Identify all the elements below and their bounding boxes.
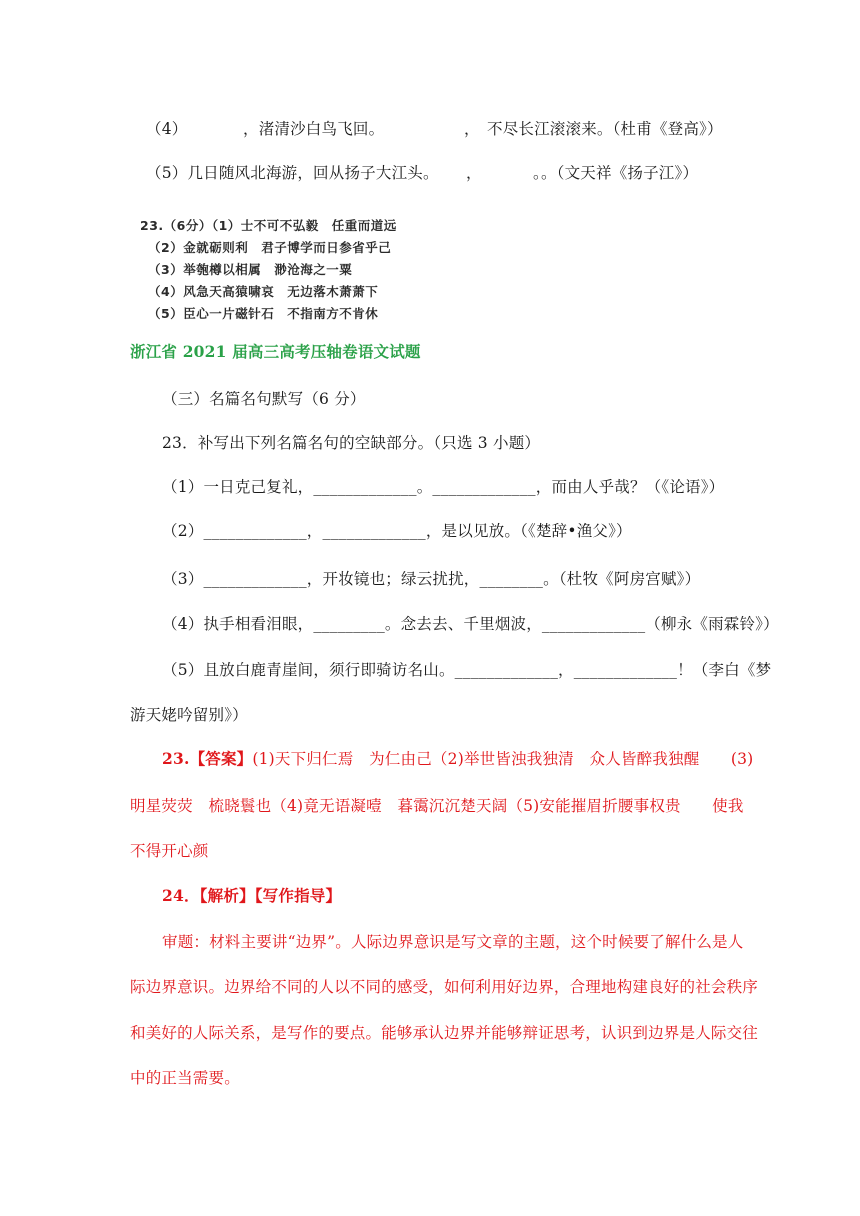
analysis-paragraph-line-4: 中的正当需要。 [130, 1069, 240, 1087]
question-item-3: （3）_____________，开妆镜也；绿云扰扰，________。（杜牧《阿房宫赋》） [162, 570, 701, 588]
poem-line-4-comma: ， [464, 120, 480, 138]
question-item-4: （4）执手相看泪眼，_________。念去去、千里烟波，_____________（柳永《雨霖铃》） [162, 615, 779, 633]
question-item-5-b: 游天姥吟留别》） [130, 706, 248, 724]
analysis-paragraph-line-3: 和美好的人际关系，是写作的要点。能够承认边界并能够辩证思考，认识到边界是人际交往 [130, 1024, 759, 1042]
answer-line-1-text: (1)天下归仁焉 为仁由己（2)举世皆浊我独清 众人皆醉我独醒 (3) [252, 750, 754, 768]
question-item-5-a: （5）且放白鹿青崖间，须行即骑访名山。_____________，_____________！（李白《梦 [162, 661, 772, 679]
analysis-label: 24．【解析】【写作指导】 [162, 886, 342, 905]
scan-row-3: （3）举匏樽以相属 渺沧海之一粟 [148, 262, 353, 277]
analysis-paragraph-line-2: 际边界意识。边界给不同的人以不同的感受，如何利用好边界，合理地构建良好的社会秩序 [130, 978, 759, 996]
question-item-2: （2）_____________，_____________，是以见放。（《楚辞•渔父》） [162, 522, 632, 540]
scan-row-2: （2）金就砺则利 君子博学而日参省乎己 [148, 240, 392, 255]
analysis-paragraph-line-1: 审题：材料主要讲“边界”。人际边界意识是写文章的主题，这个时候要了解什么是人 [162, 933, 744, 951]
scan-row-1: 23.（6分）（1）士不可不弘毅 任重而道远 [140, 218, 397, 233]
scanned-answer-image [140, 210, 395, 320]
question-item-1: （1）一日克己复礼，_____________。_____________，而由人乎哉？（《论语》） [162, 478, 725, 496]
answer-line-3: 不得开心颜 [130, 842, 209, 860]
section-heading: （三）名篇名句默写（6 分） [162, 390, 366, 408]
poem-line-4-number: （4） [146, 120, 188, 138]
scan-row-5: （5）臣心一片磁针石 不指南方不肯休 [148, 306, 379, 321]
poem-line-5-text-b: 。。（文天祥《扬子江》） [533, 164, 699, 182]
poem-line-4-text-b: 不尽长江滚滚来。（杜甫《登高》） [487, 120, 723, 138]
poem-line-4-text-a: ，渚清沙白鸟飞回。 [243, 120, 385, 138]
poem-line-5-comma: ， [466, 164, 482, 182]
answer-label: 23.【答案】 [162, 749, 253, 768]
poem-line-5-text-a: （5）几日随风北海游，回从扬子大江头。 [146, 164, 439, 182]
answer-line-1 [162, 749, 753, 769]
scan-row-4: （4）风急天高猿啸哀 无边落木萧萧下 [148, 284, 379, 299]
source-title: 浙江省 2021 届高三高考压轴卷语文试题 [130, 342, 421, 361]
answer-line-2: 明星荧荧 梳晓鬟也（4)竟无语凝噎 暮霭沉沉楚天阔（5)安能摧眉折腰事权贵 使我 [130, 797, 744, 815]
question-23: 23．补写出下列名篇名句的空缺部分。（只选 3 小题） [162, 434, 541, 452]
